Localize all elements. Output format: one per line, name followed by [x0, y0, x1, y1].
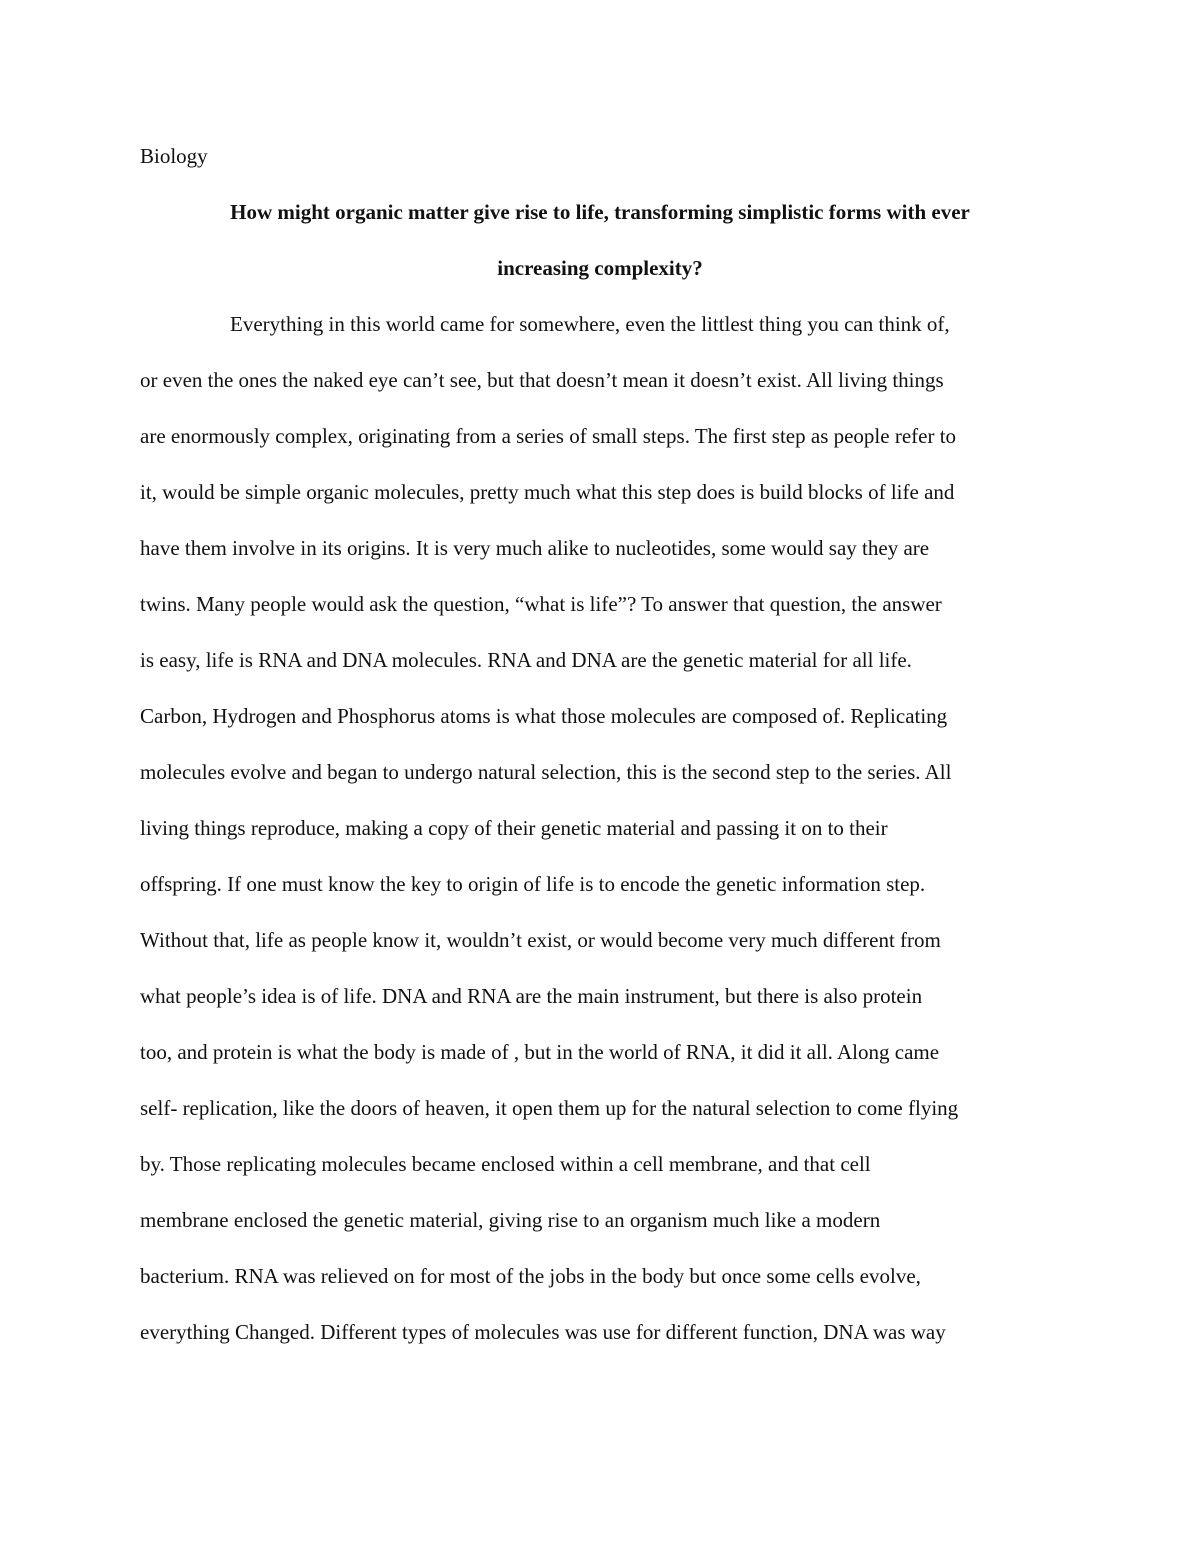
- body-line: Without that, life as people know it, wouldn’t exist, or would become very much different from: [140, 928, 941, 952]
- body-line: or even the ones the naked eye can’t see, but that doesn’t mean it doesn’t exist. All living things: [140, 368, 944, 392]
- body-line: twins. Many people would ask the question, “what is life”? To answer that question, the answer: [140, 592, 942, 616]
- body-line: bacterium. RNA was relieved on for most of the jobs in the body but once some cells evolve,: [140, 1264, 921, 1288]
- body-line: molecules evolve and began to undergo natural selection, this is the second step to the series. All: [140, 760, 952, 784]
- body-line: self- replication, like the doors of heaven, it open them up for the natural selection to come flying: [140, 1096, 959, 1120]
- body-line: living things reproduce, making a copy of their genetic material and passing it on to their: [140, 816, 888, 840]
- body-line: everything Changed. Different types of molecules was use for different function, DNA was way: [140, 1320, 946, 1344]
- subject-heading: Biology: [140, 144, 208, 168]
- body-line: by. Those replicating molecules became enclosed within a cell membrane, and that cell: [140, 1152, 871, 1176]
- body-line: offspring. If one must know the key to origin of life is to encode the genetic information step.: [140, 872, 926, 896]
- body-line: is easy, life is RNA and DNA molecules. RNA and DNA are the genetic material for all life.: [140, 648, 912, 672]
- body-line: what people’s idea is of life. DNA and RNA are the main instrument, but there is also protein: [140, 984, 923, 1008]
- body-line: it, would be simple organic molecules, pretty much what this step does is build blocks of life and: [140, 480, 955, 504]
- essay-title-line-1: How might organic matter give rise to life, transforming simplistic forms with ever: [230, 200, 970, 224]
- body-line: are enormously complex, originating from a series of small steps. The first step as people refer to: [140, 424, 957, 448]
- essay-title-line-2: increasing complexity?: [497, 256, 703, 280]
- body-line: have them involve in its origins. It is very much alike to nucleotides, some would say they are: [140, 536, 930, 560]
- body-line: too, and protein is what the body is made of , but in the world of RNA, it did it all. Along came: [140, 1040, 940, 1064]
- body-line: Everything in this world came for somewhere, even the littlest thing you can think of,: [230, 312, 950, 336]
- body-line: Carbon, Hydrogen and Phosphorus atoms is what those molecules are composed of. Replicating: [140, 704, 948, 728]
- body-line: membrane enclosed the genetic material, giving rise to an organism much like a modern: [140, 1208, 881, 1232]
